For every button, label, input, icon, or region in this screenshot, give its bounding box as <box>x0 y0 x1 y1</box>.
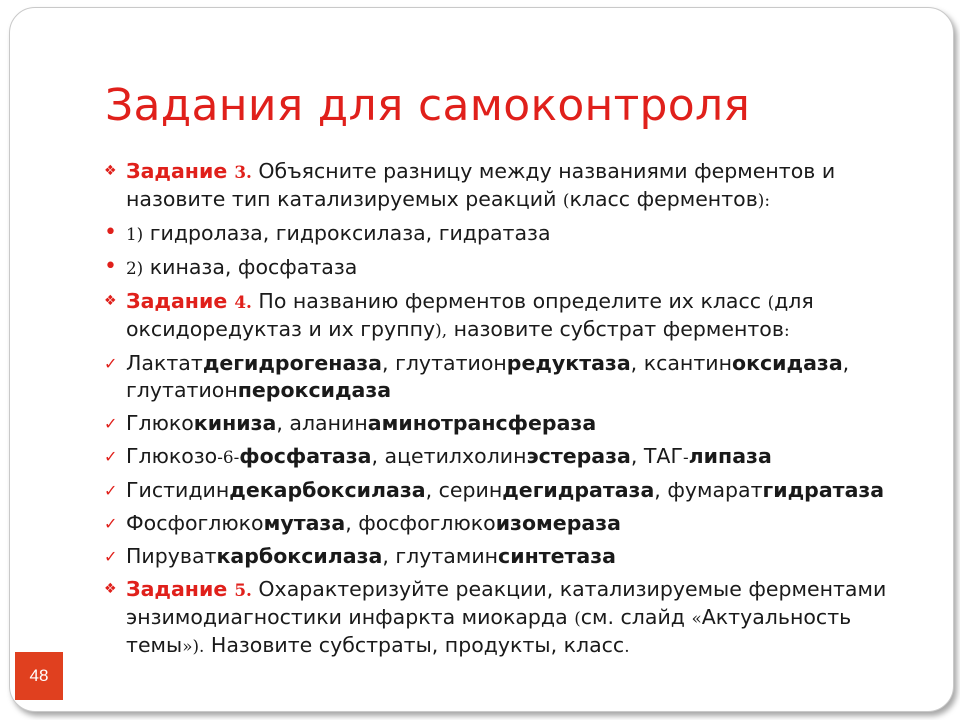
list-item <box>104 350 934 404</box>
item-text: Лактат <box>126 351 203 375</box>
item-text: , фумарат <box>654 478 763 502</box>
item-text: изомераза <box>495 511 621 535</box>
list-item <box>104 443 934 471</box>
item-text: Фосфоглюко <box>126 511 264 535</box>
list-item <box>104 254 934 282</box>
item-text: Задание <box>126 159 235 183</box>
item-text: ), <box>435 320 448 340</box>
diamond-bullet-icon: ❖ <box>104 293 117 309</box>
item-text: см. слайд <box>580 605 692 629</box>
item-text: 4. <box>234 292 252 312</box>
item-text: 5. <box>234 580 252 600</box>
item-text: , серин <box>425 478 503 502</box>
item-text: 3. <box>234 162 252 182</box>
item-text: « <box>691 608 702 628</box>
slide-title: Задания для самоконтроля <box>105 80 751 131</box>
item-text: - <box>682 447 689 467</box>
item-text: дегидрогеназа <box>202 351 383 375</box>
page-number-badge: 48 <box>15 652 63 700</box>
item-text: класс ферментов <box>569 187 758 211</box>
check-bullet-icon: ✓ <box>104 514 118 533</box>
item-text: : <box>783 320 790 340</box>
list-item <box>104 288 934 344</box>
item-text: оксидаза <box>732 351 843 375</box>
item-text: редуктаза <box>506 351 631 375</box>
item-text: гидролаза, гидроксилаза, гидратаза <box>143 221 551 245</box>
list-item <box>104 477 934 504</box>
item-text: синтетаза <box>498 544 616 568</box>
check-bullet-icon: ✓ <box>104 354 118 373</box>
item-text: киниза <box>193 411 277 435</box>
item-text: дегидратаза <box>502 478 655 502</box>
list-item <box>104 220 934 248</box>
item-text: назовите субстрат ферментов <box>447 317 784 341</box>
item-text: декарбоксилаза <box>229 478 426 502</box>
item-text: для оксидоредуктаз и их группу <box>126 289 814 341</box>
item-text: Назовите субстраты, продукты, класс <box>204 633 625 657</box>
item-text: 2) <box>126 258 144 278</box>
task-list <box>104 158 934 666</box>
item-text: ( <box>562 190 570 210</box>
item-text: пероксидаза <box>237 378 392 402</box>
item-text: , аланин <box>276 411 368 435</box>
item-text: , фосфоглюко <box>345 511 496 535</box>
item-text: киназа, фосфатаза <box>143 255 358 279</box>
item-text: , глутатион <box>126 351 850 402</box>
item-text: »). <box>182 636 205 656</box>
item-text: , ацетилхолин <box>371 444 527 468</box>
item-text: По названию ферментов определите их класс <box>251 289 768 313</box>
item-text: , глутатион <box>382 351 507 375</box>
item-text: , глутамин <box>382 544 499 568</box>
item-text: Глюко <box>126 411 194 435</box>
item-text: ): <box>757 190 770 210</box>
item-text: фосфатаза <box>239 444 372 468</box>
check-bullet-icon: ✓ <box>104 481 118 500</box>
item-text: Гистидин <box>126 478 230 502</box>
item-text: карбоксилаза <box>216 544 383 568</box>
item-text: , ТАГ <box>630 444 683 468</box>
list-item <box>104 410 934 437</box>
check-bullet-icon: ✓ <box>104 414 118 433</box>
check-bullet-icon: ✓ <box>104 547 118 566</box>
check-bullet-icon: ✓ <box>104 447 118 466</box>
dot-bullet-icon: • <box>104 254 117 279</box>
item-text: ( <box>574 608 581 628</box>
item-text: ( <box>767 292 775 312</box>
item-text: мутаза <box>263 511 346 535</box>
item-text: Охарактеризуйте реакции, катализируемые ферментами энзимодиагностики инфаркта миокарда <box>126 577 887 629</box>
item-text: 1) <box>126 224 144 244</box>
item-text: аминотрансфераза <box>367 411 597 435</box>
list-item <box>104 543 934 570</box>
list-item <box>104 510 934 537</box>
item-text: гидратаза <box>762 478 885 502</box>
item-text: , ксантин <box>630 351 732 375</box>
item-text: эстераза <box>526 444 631 468</box>
item-text: -6- <box>217 447 240 467</box>
item-text: Задание <box>126 289 235 313</box>
item-text: Пируват <box>126 544 217 568</box>
item-text: Объясните разницу между названиями ферментов и назовите тип катализируемых реакций <box>126 159 836 211</box>
list-item <box>104 576 934 660</box>
diamond-bullet-icon: ❖ <box>104 581 117 597</box>
dot-bullet-icon: • <box>104 220 117 245</box>
list-item <box>104 158 934 214</box>
diamond-bullet-icon: ❖ <box>104 163 117 179</box>
item-text: Актуальность темы <box>126 605 852 657</box>
item-text: Глюкозо <box>126 444 218 468</box>
item-text: Задание <box>126 577 235 601</box>
item-text: . <box>624 636 630 656</box>
item-text: липаза <box>688 444 772 468</box>
